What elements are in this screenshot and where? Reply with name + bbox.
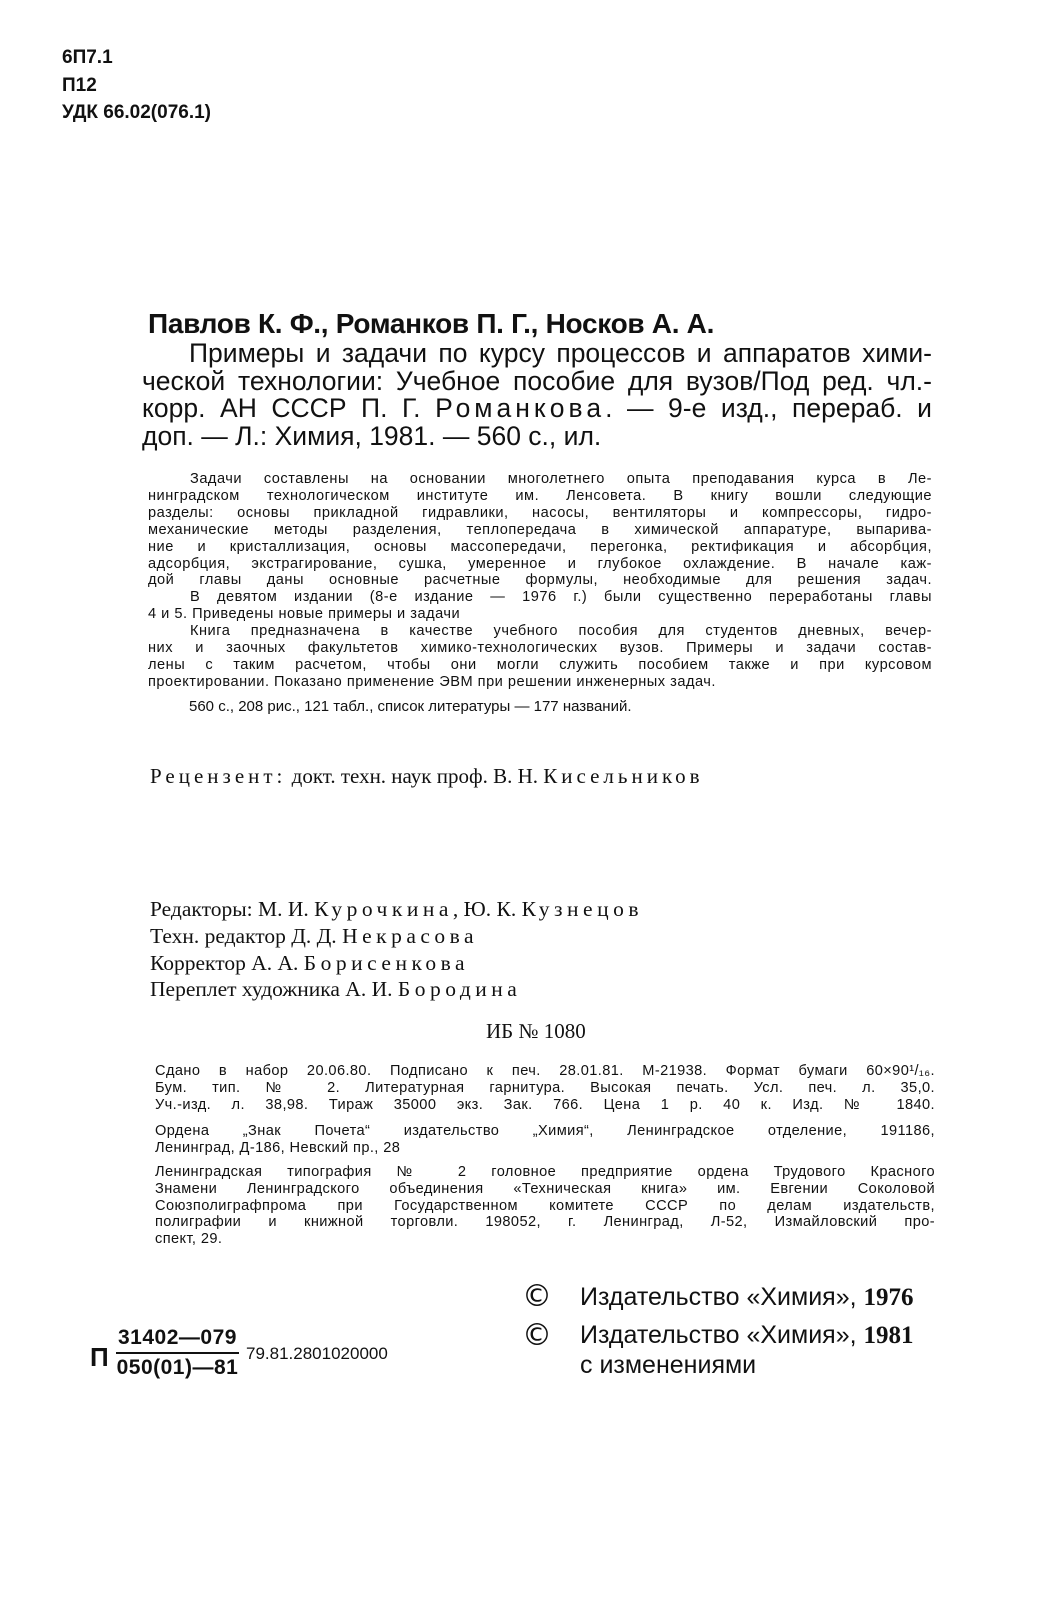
copyright-line-1	[580, 1282, 914, 1313]
copyright-year-1976: 1976	[863, 1284, 914, 1311]
bib-line-3-post: . — 9-е изд., перераб. и	[605, 393, 932, 423]
publisher-address	[155, 1123, 935, 1157]
printer-line: Союзполиграфпрома при Государственном комитете СССР по делам издательств,	[155, 1197, 935, 1214]
tech-editor-name: Некрасова	[342, 924, 479, 948]
reviewer-position: докт. техн. наук проф. В. Н.	[291, 764, 539, 788]
abstract-line: В девятом издании (8-е издание — 1976 г.) были существенно переработаны главы	[190, 589, 932, 606]
printer-line: Ленинградская типография № 2 головное предприятие ордена Трудового Красного	[155, 1164, 935, 1180]
abstract-line: ние и кристаллизация, основы массопередачи, перегонка, ректификация и абсорбция,	[148, 538, 932, 555]
abstract-line: 4 и 5. Приведены новые примеры и задачи	[148, 606, 461, 623]
corrector-line	[150, 951, 850, 976]
cover-artist-label: Переплет художника А. И.	[150, 977, 393, 1001]
publisher-address-line: Ленинград, Д-186, Невский пр., 28	[155, 1139, 401, 1156]
editors-label: Редакторы: М. И.	[150, 897, 309, 921]
reviewer-line	[150, 764, 704, 789]
ib-number: ИБ № 1080	[486, 1019, 586, 1043]
copyright-symbol: ©	[522, 1279, 552, 1314]
editors-line	[150, 897, 850, 922]
printer-line: полиграфии и книжной торговли. 198052, г. Ленинград, Л-52, Измайловский про-	[155, 1214, 935, 1231]
bib-line-3-pre: корр. АН СССР П. Г.	[142, 393, 421, 423]
abstract-line: дой главы даны основные расчетные формулы, необходимые для решения задач.	[148, 572, 932, 589]
abstract-line: проектировании. Показано применение ЭВМ при решении инженерных задач.	[148, 673, 716, 690]
bib-line-4: доп. — Л.: Химия, 1981. — 560 с., ил.	[142, 420, 602, 451]
print-data-line: Уч.-изд. л. 38,98. Тираж 35000 экз. Зак. 766. Цена 1 р. 40 к. Изд. № 1840.	[155, 1096, 935, 1113]
index-fraction	[116, 1326, 239, 1380]
printer-info	[155, 1164, 935, 1248]
reviewer-name: Кисельников	[543, 764, 704, 788]
copyright-note: с изменениями	[580, 1351, 757, 1379]
abstract-line: лены с таким расчетом, чтобы они могли служить пособием также и при курсовом	[148, 656, 932, 673]
abstract	[148, 471, 932, 691]
copyright-line-2	[580, 1320, 914, 1351]
udc-index: УДК 66.02(076.1)	[62, 102, 212, 123]
print-data-line: Сдано в набор 20.06.80. Подписано к печ. 28.01.81. М-21938. Формат бумаги 60×90¹/₁₆.	[155, 1063, 935, 1079]
abstract-line: нинградском технологическом институте им. Ленсовета. В книгу вошли следующие	[148, 487, 932, 504]
print-data	[155, 1063, 935, 1113]
publisher-address-line: Ордена „Знак Почета“ издательство „Химия“, Ленинградское отделение, 191186,	[155, 1123, 935, 1139]
tech-editor-label: Техн. редактор Д. Д.	[150, 924, 337, 948]
bib-line-1: Примеры и задачи по курсу процессов и аппаратов хими-	[189, 338, 932, 368]
book-stats: 560 с., 208 рис., 121 табл., список литературы — 177 названий.	[189, 698, 632, 715]
index-prefix: П	[90, 1342, 109, 1372]
abstract-line: них и заочных факультетов химико-технологических вузов. Примеры и задачи состав-	[148, 640, 932, 657]
editor-2: Кузнецов	[521, 897, 644, 921]
abstract-line: разделы: основы прикладной гидравлики, насосы, вентиляторы и компрессоры, гидро-	[148, 504, 932, 521]
reviewer-label: Рецензент:	[150, 764, 287, 788]
abstract-line: адсорбция, экстрагирование, сушка, умеренное и глубокое охлаждение. В начале каж-	[148, 555, 932, 572]
print-data-line: Бум. тип. № 2. Литературная гарнитура. Высокая печать. Усл. печ. л. 35,0.	[155, 1079, 935, 1096]
printer-line: спект, 29.	[155, 1231, 223, 1248]
copyright-symbol: ©	[522, 1318, 552, 1353]
abstract-line: Книга предназначена в качестве учебного пособия для студентов дневных, вечер-	[190, 623, 932, 640]
tech-editor-line	[150, 924, 850, 949]
cover-artist-line	[150, 977, 850, 1002]
bib-line-2: ческой технологии: Учебное пособие для вузов/Под ред. чл.-	[142, 365, 932, 396]
bbk-index: 6П7.1	[62, 47, 113, 68]
author-mark: П12	[62, 75, 97, 96]
copyright-publisher: Издательство «Химия»,	[580, 1321, 864, 1349]
index-numerator: 31402—079	[116, 1326, 239, 1354]
editor-1: Курочкина	[314, 897, 453, 921]
printer-line: Знамени Ленинградского объединения «Техническая книга» им. Евгении Соколовой	[155, 1180, 935, 1197]
abstract-line: Задачи составлены на основании многолетнего опыта преподавания курса в Ле-	[190, 471, 932, 487]
abstract-line: механические методы разделения, теплопередача в химической аппаратуре, выпарива-	[148, 521, 932, 538]
corrector-label: Корректор А. А.	[150, 951, 299, 975]
index-code: 79.81.2801020000	[246, 1344, 388, 1363]
authors-heading: Павлов К. Ф., Романков П. Г., Носков А. А.	[148, 308, 715, 339]
bibliographic-description	[142, 340, 932, 450]
bib-line-3	[142, 395, 932, 423]
editor-name: Романкова	[435, 393, 606, 423]
copyright-year-1981: 1981	[863, 1322, 914, 1349]
copyright-publisher: Издательство «Химия»,	[580, 1283, 864, 1311]
corrector-name: Борисенкова	[303, 951, 469, 975]
index-denominator: 050(01)—81	[116, 1356, 239, 1379]
editors-separator: , Ю. К.	[452, 897, 517, 921]
cover-artist-name: Бородина	[397, 977, 522, 1001]
